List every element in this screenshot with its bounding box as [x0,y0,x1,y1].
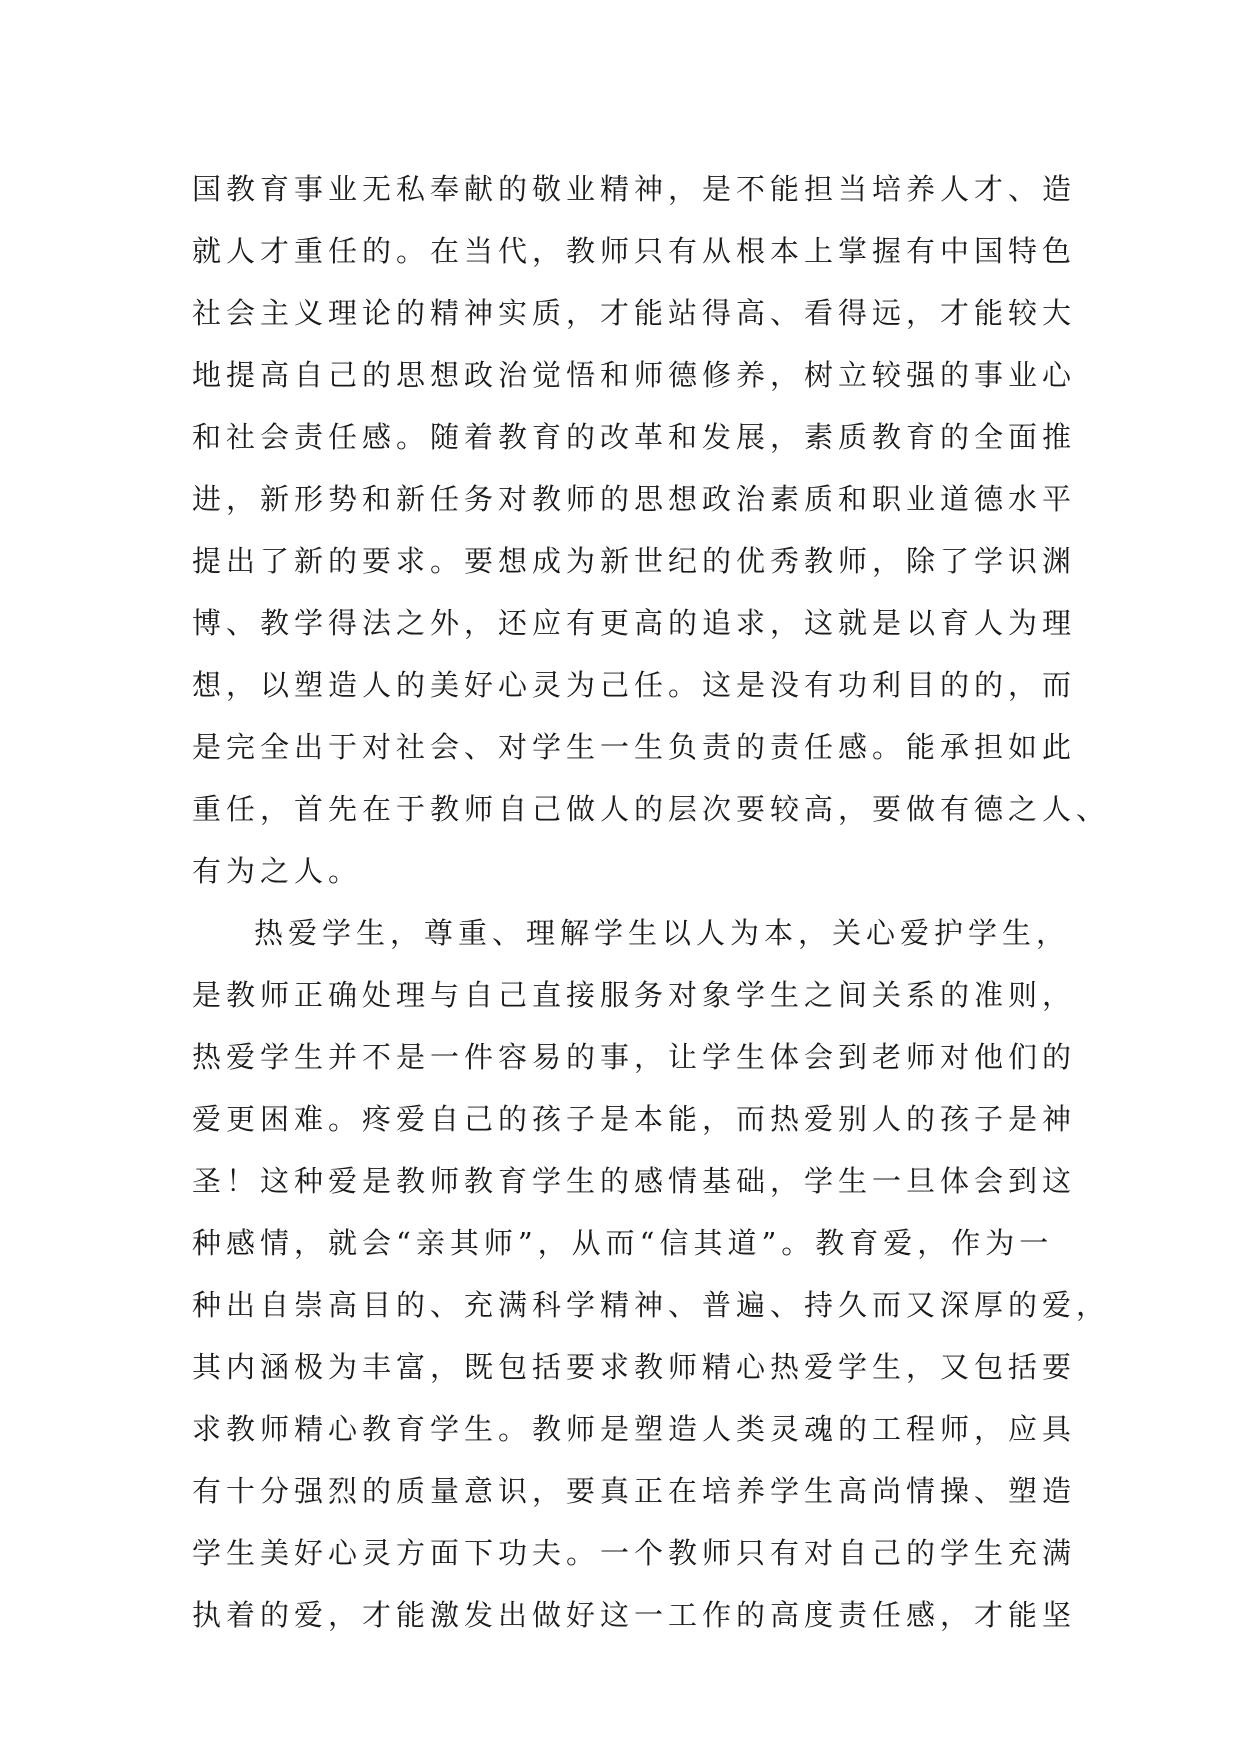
text-line: 种感情，就会“亲其师”，从而“信其道”。教育爱，作为一 [192,1226,1054,1260]
text-line: 有十分强烈的质量意识，要真正在培养学生高尚情操、塑造 [192,1474,1077,1508]
text-line: 种出自崇高目的、充满科学精神、普遍、持久而又深厚的爱， [192,1288,1111,1322]
text-line: 圣！这种爱是教师教育学生的感情基础，学生一旦体会到这 [192,1164,1077,1198]
text-line: 社会主义理论的精神实质，才能站得高、看得远，才能较大 [192,296,1077,330]
text-line: 提出了新的要求。要想成为新世纪的优秀教师，除了学识渊 [192,544,1077,578]
text-line: 就人才重任的。在当代，教师只有从根本上掌握有中国特色 [192,234,1077,268]
paragraph [192,902,1111,1646]
text-line: 热爱学生并不是一件容易的事，让学生体会到老师对他们的 [192,1040,1077,1074]
text-line: 热爱学生，尊重、理解学生以人为本，关心爱护学生， [254,916,1071,950]
text-line: 有为之人。 [192,854,363,888]
paragraph [192,158,1111,902]
text-line: 和社会责任感。随着教育的改革和发展，素质教育的全面推 [192,420,1077,454]
text-line: 进，新形势和新任务对教师的思想政治素质和职业道德水平 [192,482,1077,516]
text-line: 求教师精心教育学生。教师是塑造人类灵魂的工程师，应具 [192,1412,1077,1446]
text-line: 其内涵极为丰富，既包括要求教师精心热爱学生，又包括要 [192,1350,1077,1384]
text-line: 爱更困难。疼爱自己的孩子是本能，而热爱别人的孩子是神 [192,1102,1077,1136]
text-line: 地提高自己的思想政治觉悟和师德修养，树立较强的事业心 [192,358,1077,392]
document-body [192,158,1111,1646]
text-line: 国教育事业无私奉献的敬业精神，是不能担当培养人才、造 [192,172,1077,206]
text-line: 是教师正确处理与自己直接服务对象学生之间关系的准则， [192,978,1077,1012]
text-line: 想，以塑造人的美好心灵为己任。这是没有功利目的的，而 [192,668,1077,702]
text-line: 重任，首先在于教师自己做人的层次要较高，要做有德之人、 [192,792,1111,826]
text-line: 学生美好心灵方面下功夫。一个教师只有对自己的学生充满 [192,1536,1077,1570]
text-line: 是完全出于对社会、对学生一生负责的责任感。能承担如此 [192,730,1077,764]
text-line: 执着的爱，才能激发出做好这一工作的高度责任感，才能坚 [192,1598,1077,1632]
text-line: 博、教学得法之外，还应有更高的追求，这就是以育人为理 [192,606,1077,640]
